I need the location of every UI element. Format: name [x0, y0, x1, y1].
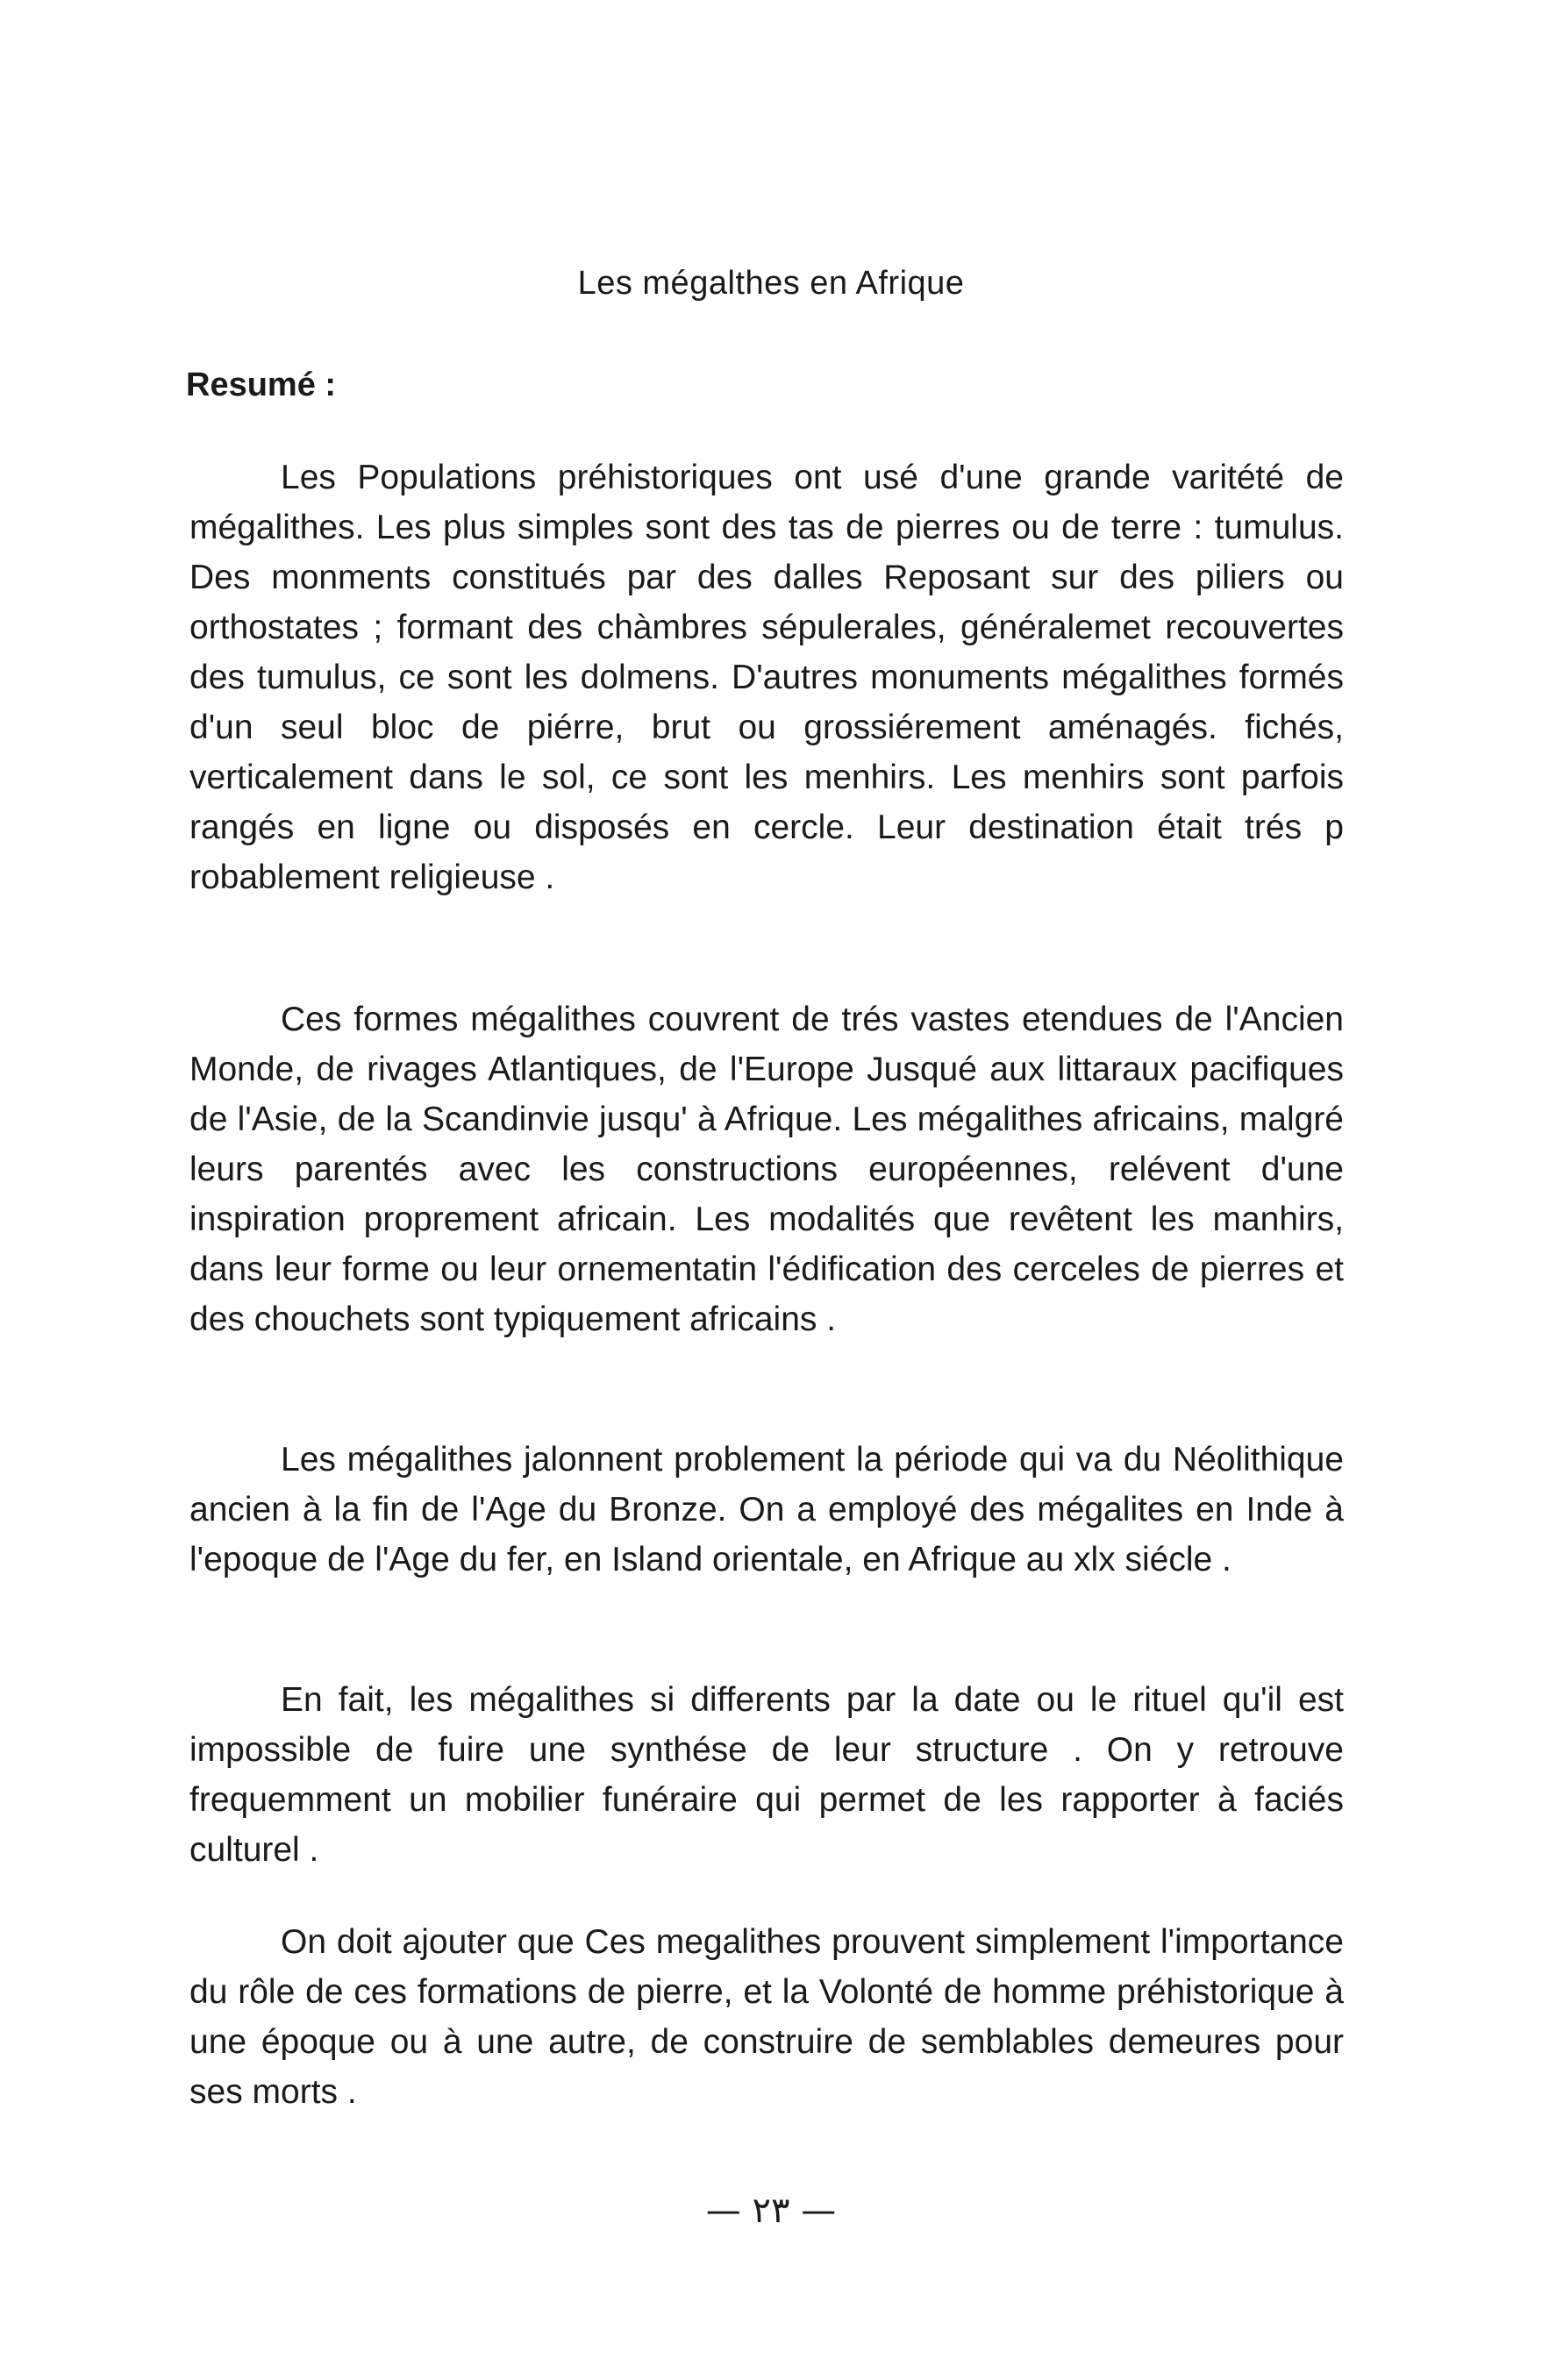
paragraph-3: Les mégalithes jalonnent problement la période qui va du Néolithique ancien à la fin de l'Age du Bronze. On a employé des mégalites en Inde à l'epoque de l'Age du fer, en Island orientale, en Afrique au xlx siécle .: [189, 1441, 1344, 1578]
paragraph-2: Ces formes mégalithes couvrent de trés vastes etendues de l'Ancien Monde, de rivages Atlantiques, de l'Europe Jusqué aux littaraux pacifiques de l'Asie, de la Scandinvie jusqu' à Afrique. Les mégalithes africains, malgré leurs parentés avec les constructions européennes, relévent d'une inspiration proprement africain. Les modalités que revêtent les manhirs, dans leur forme ou leur ornementatin l'édification des cerceles de pierres et des chouchets sont typiquement africains .: [189, 1001, 1344, 1338]
paragraph-4: En fait, les mégalithes si differents par la date ou le rituel qu'il est impossible de fuire une synthése de leur structure . On y retrouve frequemment un mobilier funéraire qui permet de les rapporter à faciés culturel .: [189, 1681, 1344, 1869]
paragraph-5: On doit ajouter que Ces megalithes prouvent simplement l'importance du rôle de ces formations de pierre, et la Volonté de homme préhistorique à une époque ou à une autre, de construire de semblables demeures pour ses morts .: [189, 1923, 1344, 2111]
paragraph-1: Les Populations préhistoriques ont usé d'une grande varitété de mégalithes. Les plus simples sont des tas de pierres ou de terre : tumulus. Des monments constitués par des dalles Reposant sur des piliers ou orthostates ; formant des chàmbres sépulerales, généralemet recouvertes des tumulus, ce sont les dolmens. D'autres monuments mégalithes formés d'un seul bloc de piérre, brut ou grossiérement aménagés. fichés, verticalement dans le sol, ce sont les menhirs. Les menhirs sont parfois rangés en ligne ou disposés en cercle. Leur destination était trés p robablement religieuse .: [189, 459, 1344, 896]
resume-heading: Resumé :: [186, 367, 337, 403]
page-title: Les mégalthes en Afrique: [577, 265, 965, 302]
page-number: — ٢٣ —: [705, 2191, 837, 2231]
